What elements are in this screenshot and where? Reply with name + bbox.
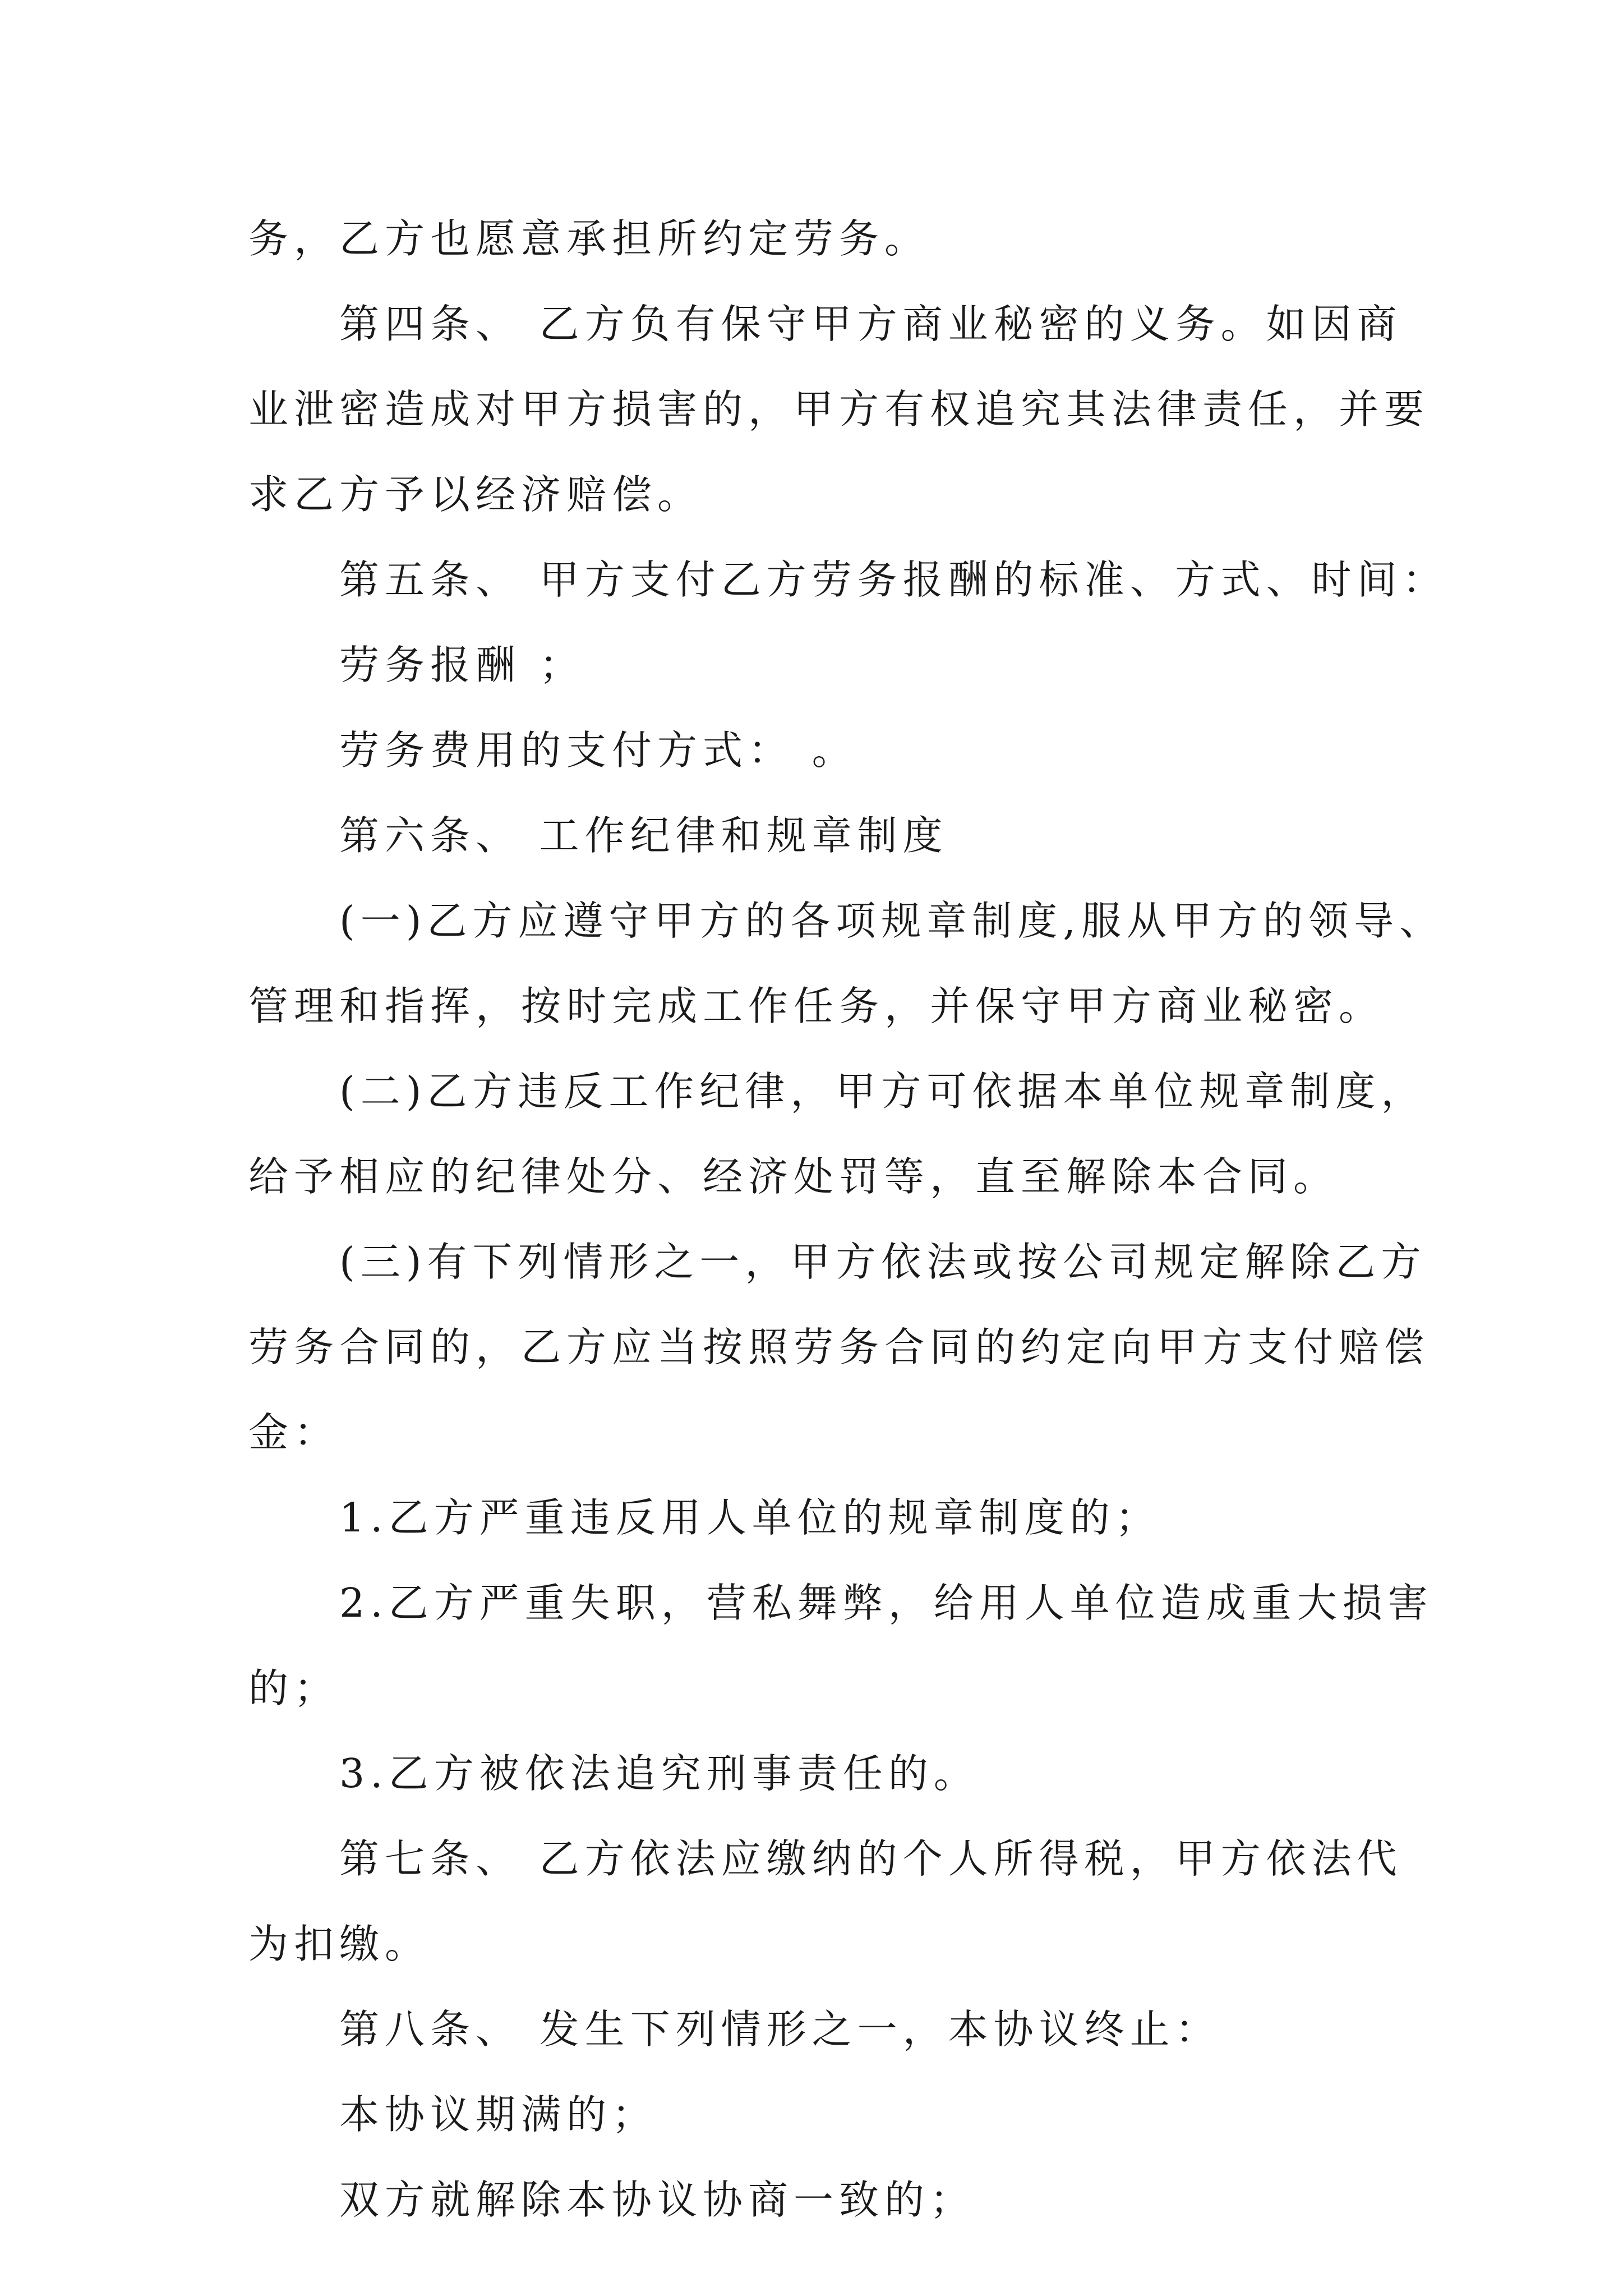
paragraph-line: 第八条、 发生下列情形之一，本协议终止： bbox=[339, 2006, 1221, 2053]
paragraph-line: 劳务费用的支付方式： 。 bbox=[339, 727, 857, 774]
paragraph-line: 为扣缴。 bbox=[248, 1921, 431, 1967]
document-body bbox=[248, 196, 1448, 2243]
paragraph-line: 第五条、 甲方支付乙方劳务报酬的标准、方式、时间： bbox=[339, 556, 1448, 603]
paragraph-line: 第七条、 乙方依法应缴纳的个人所得税，甲方依法代 bbox=[339, 1835, 1403, 1882]
paragraph-line: 劳务合同的，乙方应当按照劳务合同的约定向甲方支付赔偿 bbox=[248, 1324, 1430, 1370]
paragraph-line: 给予相应的纪律处分、经济处罚等，直至解除本合同。 bbox=[248, 1153, 1339, 1200]
paragraph-line: 务，乙方也愿意承担所约定劳务。 bbox=[248, 215, 930, 262]
paragraph-line: 的； bbox=[248, 1665, 340, 1711]
paragraph-line: (一)乙方应遵守甲方的各项规章制度,服从甲方的领导、 bbox=[339, 898, 1445, 944]
paragraph-line: 双方就解除本协议协商一致的； bbox=[339, 2177, 976, 2223]
paragraph-line: (三)有下列情形之一，甲方依法或按公司规定解除乙方 bbox=[339, 1239, 1427, 1285]
paragraph-line: 金： bbox=[248, 1409, 340, 1456]
paragraph-line: 求乙方予以经济赔偿。 bbox=[248, 471, 703, 518]
paragraph-line: 业泄密造成对甲方损害的，甲方有权追究其法律责任，并要 bbox=[248, 386, 1430, 432]
paragraph-line: 第六条、 工作纪律和规章制度 bbox=[339, 812, 948, 859]
paragraph-line: 3.乙方被依法追究刑事责任的。 bbox=[339, 1750, 979, 1797]
paragraph-line: 第四条、 乙方负有保守甲方商业秘密的义务。如因商 bbox=[339, 301, 1403, 347]
paragraph-line: 劳务报酬 ； bbox=[339, 642, 585, 688]
paragraph-line: 1.乙方严重违反用人单位的规章制度的； bbox=[339, 1494, 1161, 1541]
paragraph-line: 本协议期满的； bbox=[339, 2091, 658, 2138]
paragraph-line: (二)乙方违反工作纪律，甲方可依据本单位规章制度， bbox=[339, 1068, 1427, 1115]
paragraph-line: 2.乙方严重失职，营私舞弊，给用人单位造成重大损害 bbox=[339, 1580, 1433, 1626]
paragraph-line: 管理和指挥，按时完成工作任务，并保守甲方商业秘密。 bbox=[248, 983, 1385, 1029]
